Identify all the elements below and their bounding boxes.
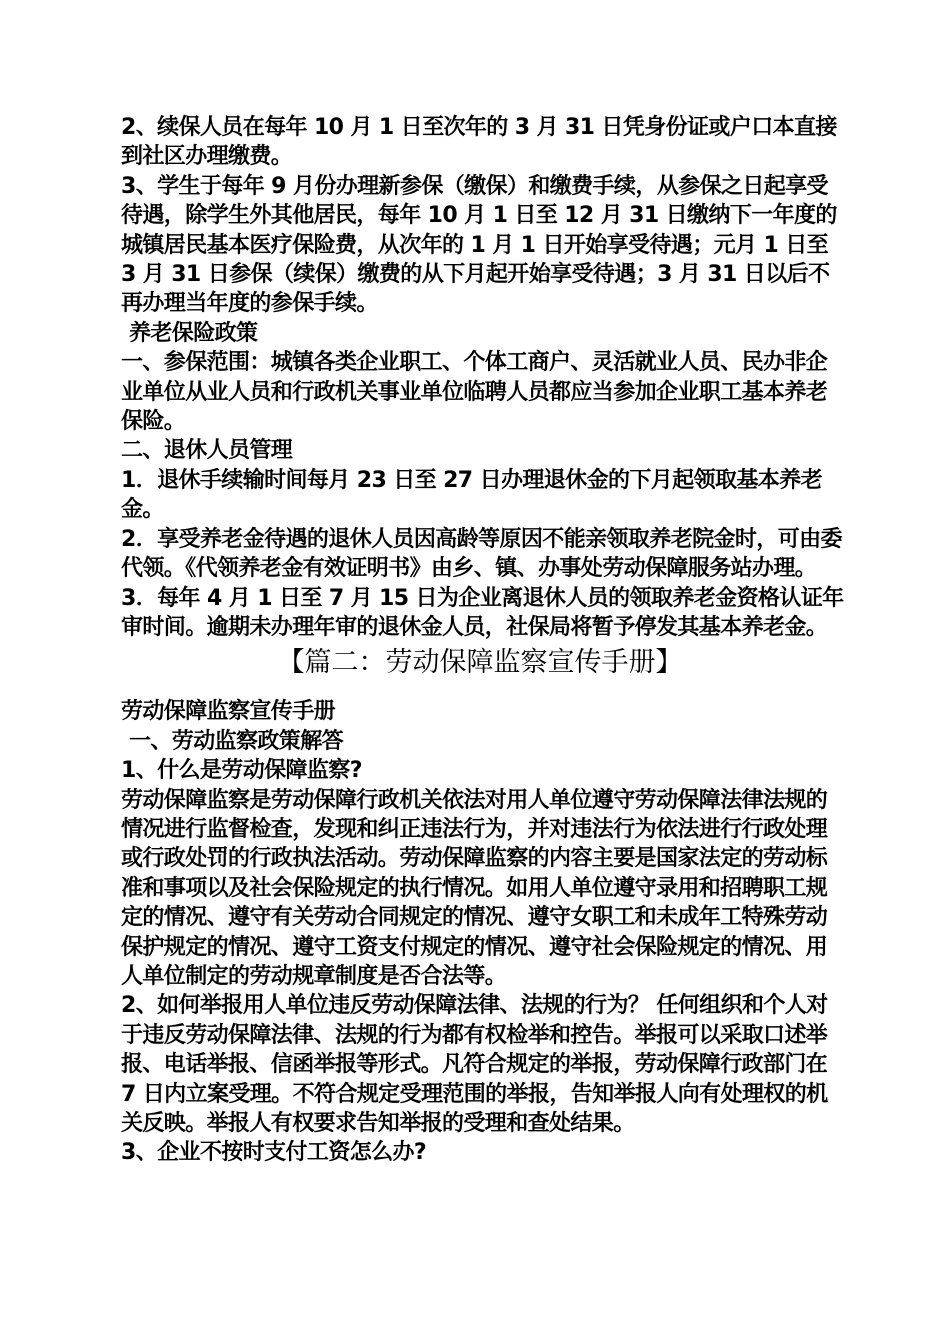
retiree-management-heading: 二、退休人员管理 <box>121 438 293 464</box>
retiree-item-2: 2．享受养老金待遇的退休人员因高龄等原因不能亲领取养老院金时，可由委代领。《代领养老金有效证明书》由乡、镇、办事处劳动保障服务站办理。 <box>121 526 842 582</box>
manual-title: 劳动保障监察宣传手册 <box>121 699 336 725</box>
document-body <box>115 113 845 1168</box>
section-title: 【篇二：劳动保障监察宣传手册】 <box>277 647 683 679</box>
renewal-paragraph: 2、续保人员在每年 10 月 1 日至次年的 3 月 31 日凭身份证或户口本直接到社区办理缴费。 <box>121 115 837 170</box>
student-enrollment-paragraph: 3、学生于每年 9 月份办理新参保（缴保）和缴费手续，从参保之日起享受待遇，除学生外其他居民，每年 10 月 1 日至 12 月 31 日缴纳下一年度的城镇居民基本医疗保险费，从次年的 1 月 1 日开始享受待遇；元月 1 日至 3 月 31 日参保（续保）缴费的从下月起开始享受待遇；3 月 31 日以后不再办理当年度的参保手续。 <box>121 173 837 317</box>
question-1: 1、什么是劳动保障监察? <box>121 758 362 784</box>
retiree-item-1: 1．退休手续输时间每月 23 日至 27 日办理退休金的下月起领取基本养老金。 <box>121 467 822 523</box>
question-answer-2: 2、如何举报用人单位违反劳动保障法律、法规的行为？ 任何组织和个人对于违反劳动保障法律、法规的行为都有权检举和控告。举报可以采取口述举报、电话举报、信函举报等形式。凡符合规定的举报，劳动保障行政部门在 7 日内立案受理。不符合规定受理范围的举报，告知举报人向有处理权的机关反映。举报人有权要求告知举报的受理和查处结果。 <box>121 993 828 1136</box>
pension-scope-paragraph: 一、参保范围：城镇各类企业职工、个体工商户、灵活就业人员、民办非企业单位从业人员和行政机关事业单位临聘人员都应当参加企业职工基本养老保险。 <box>121 350 828 435</box>
answer-1: 劳动保障监察是劳动保障行政机关依法对用人单位遵守劳动保障法律法规的情况进行监督检查，发现和纠正违法行为，并对违法行为依法进行行政处理或行政处罚的行政执法活动。劳动保障监察的内容主要是国家法定的劳动标准和事项以及社会保险规定的执行情况。如用人单位遵守录用和招聘职工规定的情况、遵守有关劳动合同规定的情况、遵守女职工和未成年工特殊劳动保护规定的情况、遵守工资支付规定的情况、遵守社会保险规定的情况、用人单位制定的劳动规章制度是否合法等。 <box>121 787 828 989</box>
pension-policy-heading: 养老保险政策 <box>129 320 258 346</box>
retiree-item-3: 3．每年 4 月 1 日至 7 月 15 日为企业离退休人员的领取养老金资格认证年审时间。逾期未办理年审的退休金人员，社保局将暂予停发其基本养老金。 <box>121 585 844 640</box>
policy-section-heading: 一、劳动监察政策解答 <box>129 728 344 754</box>
question-3: 3、企业不按时支付工资怎么办? <box>121 1140 427 1166</box>
